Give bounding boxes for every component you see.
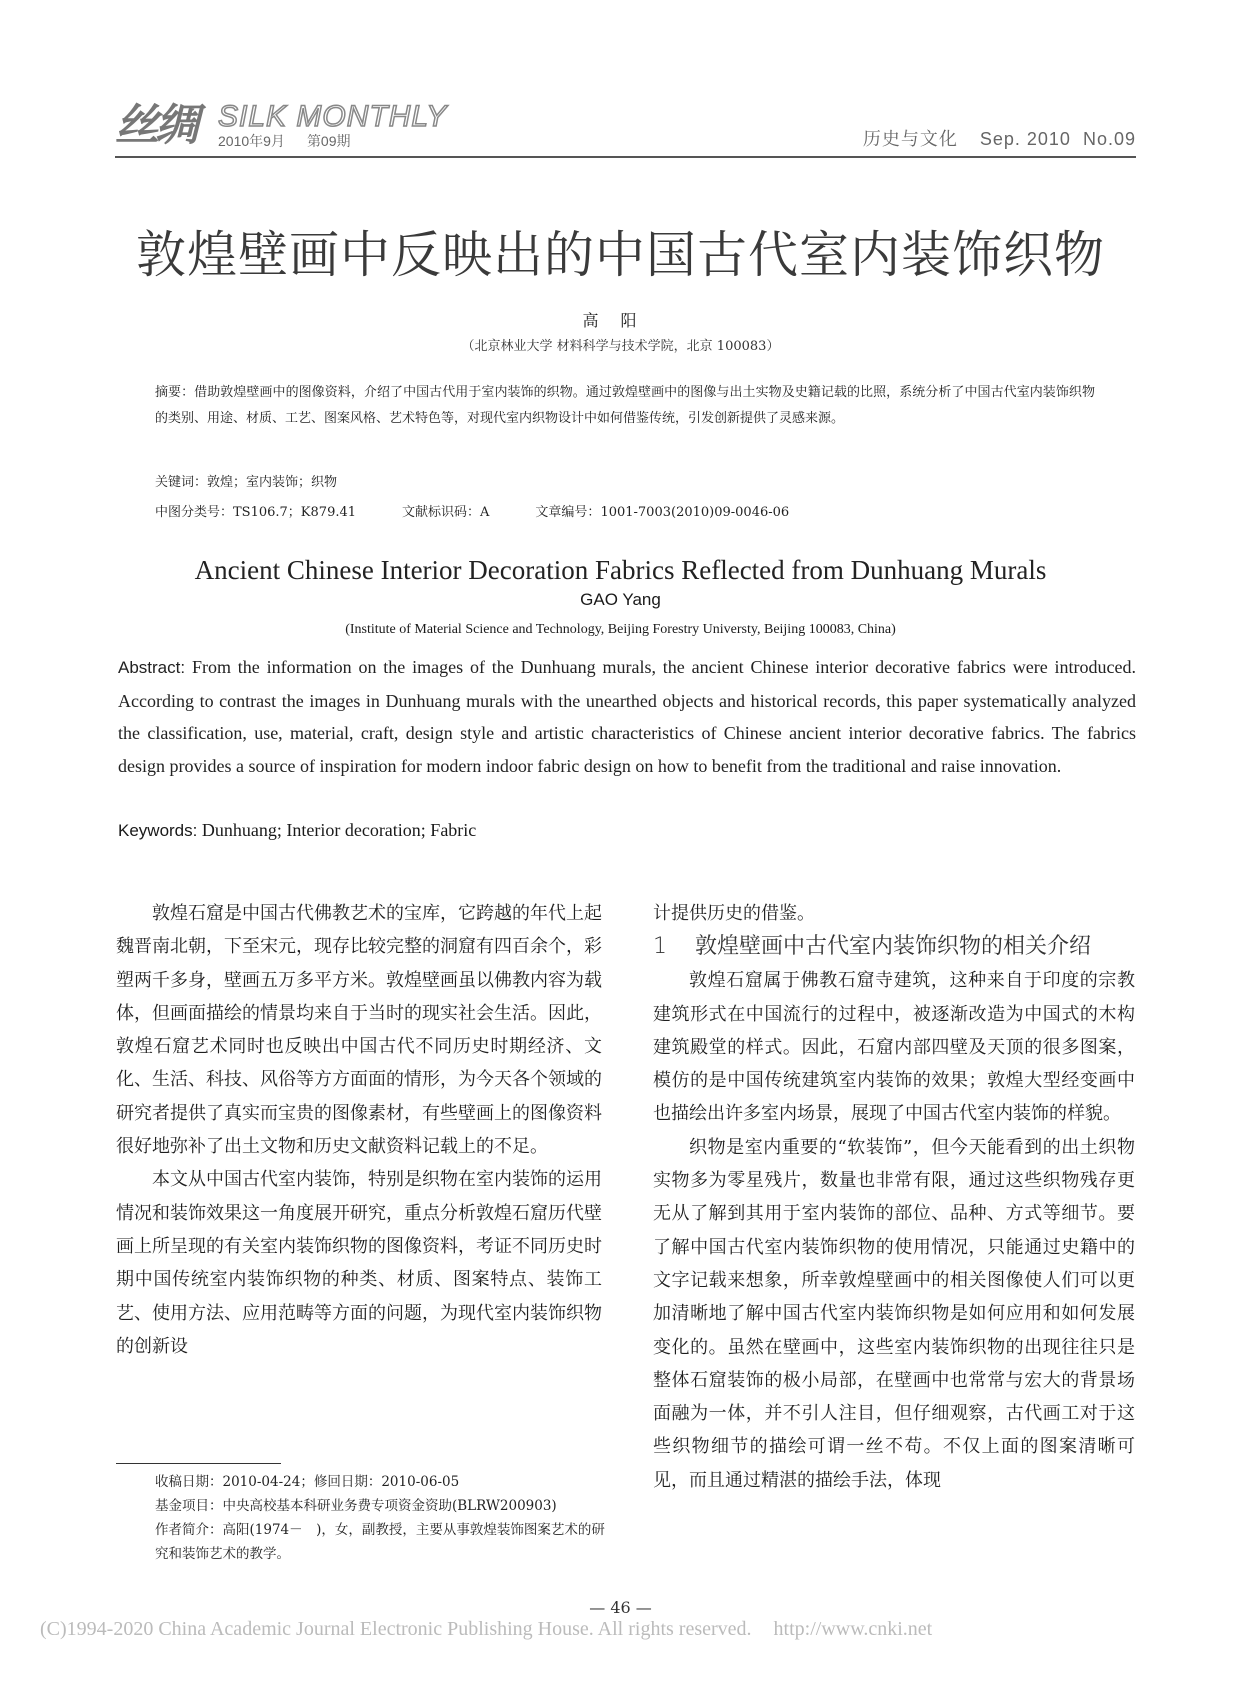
- keywords-en: [118, 815, 476, 846]
- affiliation-en: (Institute of Material Science and Technology, Beijing Forestry Universty, Beijing 100083, China): [345, 622, 896, 637]
- doc-code-label: 文献标识码：: [402, 505, 481, 520]
- fund-text: 中央高校基本科研业务费专项资金资助(BLRW200903): [222, 1498, 557, 1514]
- running-header: [863, 125, 1136, 151]
- header-rule: [115, 156, 1136, 158]
- abstract-en: [118, 651, 1136, 782]
- body-paragraph-continued: 计提供历史的借鉴。: [653, 903, 815, 924]
- section-title: 敦煌壁画中古代室内装饰织物的相关介绍: [695, 934, 1092, 960]
- received-date: 2010-04-24；: [222, 1474, 314, 1490]
- article-no-value: 1001-7003(2010)09-0046-06: [600, 505, 790, 520]
- classification-line: [155, 500, 1095, 526]
- author-en: GAO Yang: [580, 590, 661, 609]
- footnote-rule: [116, 1463, 281, 1464]
- bio-label: 作者简介：: [155, 1522, 223, 1538]
- section-heading: [653, 930, 1135, 964]
- bio-text: 高阳(1974－ )，女，副教授，主要从事敦煌装饰图案艺术的研究和装饰艺术的教学。: [155, 1522, 605, 1562]
- received-label: 收稿日期：: [155, 1474, 223, 1490]
- revised-date: 2010-06-05: [381, 1474, 460, 1490]
- body-paragraph: 敦煌石窟是中国古代佛教艺术的宝库，它跨越的年代上起魏晋南北朝，下至宋元，现存比较完整的洞窟有四百余个，彩塑两千多身，壁画五万多平方米。敦煌壁画虽以佛教内容为载体，但画面描绘的情景均来自于当时的现实社会生活。因此，敦煌石窟艺术同时也反映出中国古代不同历史时期经济、文化、生活、科技、风俗等方方面面的情形，为今天各个领域的研究者提供了真实而宝贵的图像素材，有些壁画上的图像资料很好地弥补了出土文物和历史文献资料记载上的不足。: [116, 903, 602, 1158]
- keywords-zh-text: 敦煌；室内装饰；织物: [207, 475, 338, 490]
- keywords-en-label: Keywords:: [118, 821, 198, 840]
- revised-label: 修回日期：: [313, 1474, 382, 1490]
- copyright-text: (C)1994-2020 China Academic Journal Electronic Publishing House. All rights reserved.: [40, 1618, 752, 1640]
- keywords-en-text: Dunhuang; Interior decoration; Fabric: [201, 820, 477, 840]
- body-paragraph: 织物是室内重要的“软装饰”，但今天能看到的出土织物实物多为零星残片，数量也非常有限，通过这些织物残存更无从了解到其用于室内装饰的部位、品种、方式等细节。要了解中国古代室内装饰织物的使用情况，只能通过史籍中的文字记载来想象，所幸敦煌壁画中的相关图像使人们可以更加清晰地了解中国古代室内装饰织物是如何应用和如何发展变化的。虽然在壁画中，这些室内装饰织物的出现往往只是整体石窟装饰的极小局部，在壁画中也常常与宏大的背景场面融为一体，并不引人注目，但仔细观察，古代画工对于这些织物细节的描绘可谓一丝不苟。不仅上面的图案清晰可见，而且通过精湛的描绘手法，体现: [653, 1136, 1135, 1491]
- body-paragraph: 本文从中国古代室内装饰，特别是织物在室内装饰的运用情况和装饰效果这一角度展开研究，重点分析敦煌石窟历代壁画上所呈现的有关室内装饰织物的图像资料，考证不同历史时期中国传统室内装饰织物的种类、材质、图案特点、装饰工艺、使用方法、应用范畴等方面的问题，为现代室内装饰织物的创新设: [116, 1169, 602, 1357]
- abstract-en-text: From the information on the images of the Dunhuang murals, the ancient Chinese interior decorative fabrics were introduced. According to contrast the images in Dunhuang murals with the unearthed objects and historical records, this paper systematically analyzed the classification, use, material, craft, design style and artistic characteristics of Chinese ancient interior decorative fabrics. The fabrics design provides a source of inspiration for modern indoor fabric design on how to benefit from the traditional and raise innovation.: [118, 657, 1136, 776]
- journal-name-en: SILK MONTHLY: [218, 100, 448, 133]
- footnote-dates: [155, 1470, 605, 1494]
- section-number: 1: [653, 934, 667, 960]
- issue-date: 2010年9月: [218, 133, 285, 149]
- section-name: 历史与文化: [862, 129, 958, 149]
- number-en: No.09: [1082, 129, 1136, 149]
- affiliation-zh: （北京林业大学 材料科学与技术学院，北京 100083）: [461, 339, 780, 354]
- paper-title-en: Ancient Chinese Interior Decoration Fabrics Reflected from Dunhuang Murals: [194, 555, 1047, 585]
- author-zh: 高阳: [582, 311, 659, 330]
- paper-title-zh: 敦煌壁画中反映出的中国古代室内装饰织物: [136, 226, 1105, 284]
- clc-label: 中图分类号：: [155, 505, 234, 520]
- keywords-zh-label: 关键词：: [155, 475, 208, 490]
- abstract-en-label: Abstract:: [118, 658, 186, 677]
- abstract-zh-text: 借助敦煌壁画中的图像资料，介绍了中国古代用于室内装饰的织物。通过敦煌壁画中的图像与出土实物及史籍记载的比照，系统分析了中国古代室内装饰织物的类别、用途、材质、工艺、图案风格、艺术特色等，对现代室内织物设计中如何借鉴传统，引发创新提供了灵感来源。: [155, 385, 1095, 426]
- fund-label: 基金项目：: [155, 1498, 223, 1514]
- journal-logo: 丝绸: [115, 100, 195, 151]
- page-number: — 46 —: [589, 1598, 652, 1617]
- body-paragraph: 敦煌石窟属于佛教石窟寺建筑，这种来自于印度的宗教建筑形式在中国流行的过程中，被逐渐改造为中国式的木构建筑殿堂的样式。因此，石窟内部四壁及天顶的很多图案，模仿的是中国传统建筑室内装饰的效果；敦煌大型经变画中也描绘出许多室内场景，展现了中国古代室内装饰的样貌。: [653, 970, 1135, 1125]
- abstract-zh: [155, 380, 1095, 432]
- copyright-url: http://www.cnki.net: [773, 1618, 933, 1640]
- copyright-line: [40, 1618, 932, 1641]
- abstract-zh-label: 摘要：: [155, 385, 195, 400]
- clc-value: TS106.7；K879.41: [233, 505, 357, 520]
- footnote: [155, 1470, 605, 1566]
- body-column-right: [653, 897, 1135, 1497]
- body-column-left: [116, 897, 602, 1363]
- article-no-label: 文章编号：: [535, 505, 601, 520]
- keywords-zh: [155, 470, 1095, 496]
- date-en: Sep. 2010: [979, 129, 1071, 149]
- footnote-bio: [155, 1518, 605, 1566]
- footnote-fund: [155, 1494, 605, 1518]
- issue-number: 第09期: [306, 133, 351, 149]
- doc-code-value: A: [480, 505, 490, 520]
- issue-info: [218, 131, 373, 151]
